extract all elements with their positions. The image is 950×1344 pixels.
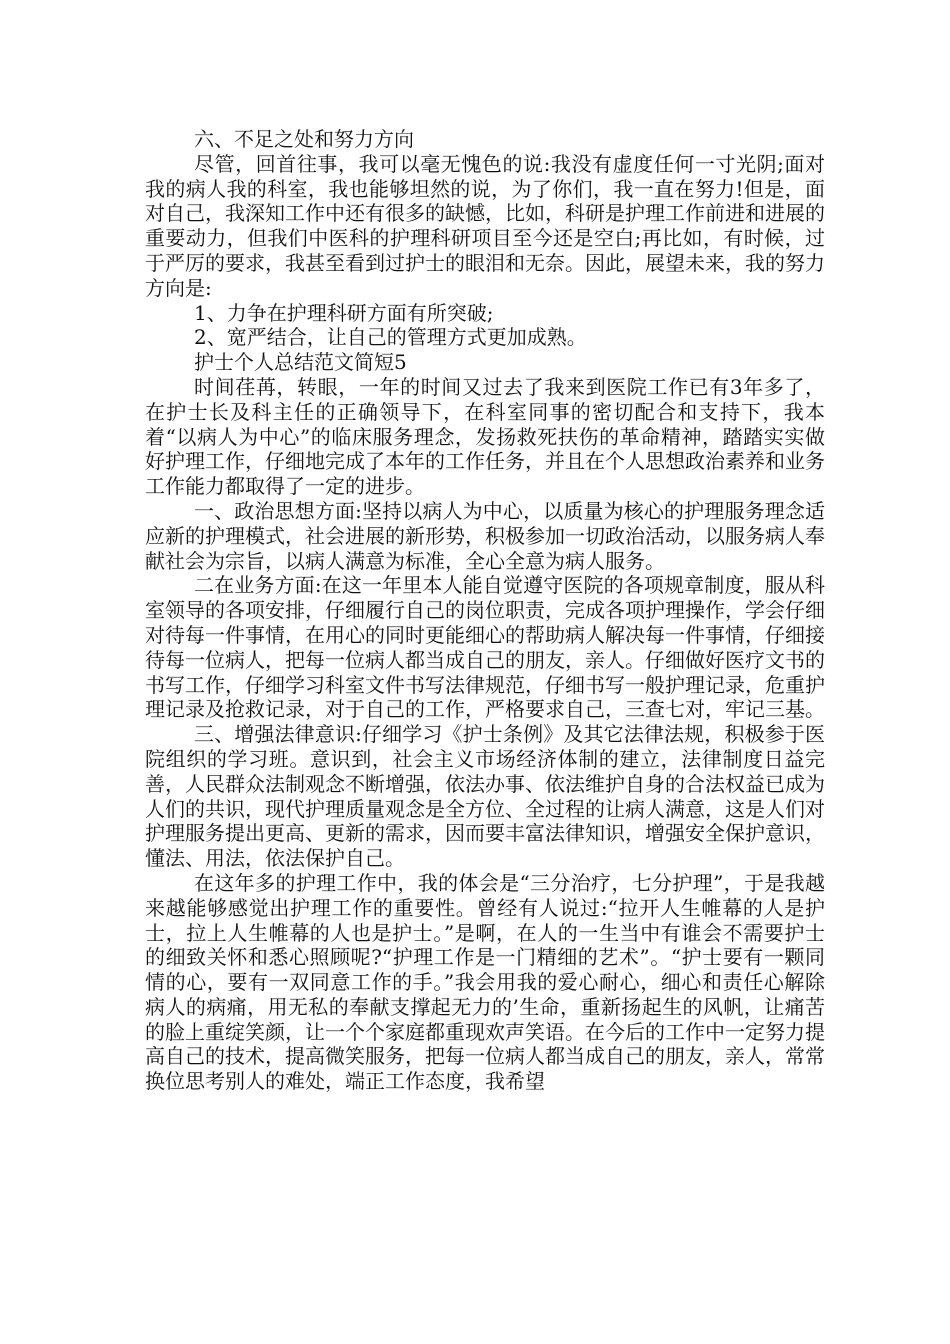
paragraph-business: 二在业务方面:在这一年里本人能自觉遵守医院的各项规章制度，服从科室领导的各项安排，仔细履行自己的岗位职责，完成各项护理操作，学会仔细对待每一件事情，在用心的同时更能细心的帮助病人解决每一件事情，仔细接待每一位病人，把每一位病人都当成自己的朋友，亲人。仔细做好医疗文书的书写工作，仔细学习科室文件书写法律规范，仔细书写一般护理记录，危重护理记录及抢救记录，对于自己的工作，严格要求自己，三查七对，牢记三基。 bbox=[145, 573, 825, 722]
section-heading-shortcomings: 六、不足之处和努力方向 bbox=[194, 127, 414, 151]
paragraph-intro: 时间荏苒，转眼，一年的时间又过去了我来到医院工作已有3年多了，在护士长及科主任的正确领导下，在科室同事的密切配合和支持下，我本着“以病人为中心”的临床服务理念，发扬救死扶伤的革命精神，踏踏实实做好护理工作，仔细地完成了本年的工作任务，并且在个人思想政治素养和业务工作能力都取得了一定的进步。 bbox=[145, 374, 825, 499]
list-item-goal-2: 2、宽严结合，让自己的管理方式更加成熟。 bbox=[194, 325, 587, 350]
document-body bbox=[145, 127, 825, 1094]
article-title: 护士个人总结范文简短5 bbox=[194, 350, 407, 375]
list-item-goal-1: 1、力争在护理科研方面有所突破; bbox=[194, 300, 494, 325]
paragraph-legal: 三、增强法律意识:仔细学习《护士条例》及其它法律法规，积极参于医院组织的学习班。意识到，社会主义市场经济体制的建立，法律制度日益完善，人民群众法制观念不断增强，依法办事、依法维护自身的合法权益已成为人们的共识，现代护理质量观念是全方位、全过程的让病人满意，这是人们对护理服务提出更高、更新的需求，因而要丰富法律知识，增强安全保护意识，懂法、用法，依法保护自己。 bbox=[145, 722, 825, 871]
paragraph-political: 一、政治思想方面:坚持以病人为中心，以质量为核心的护理服务理念适应新的护理模式，社会进展的新形势，积极参加一切政治活动，以服务病人奉献社会为宗旨，以病人满意为标准，全心全意为病人服务。 bbox=[145, 498, 825, 573]
paragraph-experience: 在这年多的护理工作中，我的体会是“三分治疗，七分护理”，于是我越来越能够感觉出护理工作的重要性。曾经有人说过:“拉开人生帷幕的人是护士，拉上人生帷幕的人也是护士。”是啊，在人的一生当中有谁会不需要护士的细致关怀和悉心照顾呢?“护理工作是一门精细的艺术”。“护士要有一颗同情的心，要有一双同意工作的手。”我会用我的爱心耐心，细心和责任心解除病人的病痛，用无私的奉献支撑起无力的’生命，重新扬起生的风帆，让痛苦的脸上重绽笑颜，让一个个家庭都重现欢声笑语。在今后的工作中一定努力提高自己的技术，提高微笑服务，把每一位病人都当成自己的朋友，亲人，常常换位思考别人的难处，端正工作态度，我希望 bbox=[145, 870, 825, 1094]
paragraph-reflection: 尽管，回首往事，我可以毫无愧色的说:我没有虚度任何一寸光阴;面对我的病人我的科室，我也能够坦然的说，为了你们，我一直在努力!但是，面对自己，我深知工作中还有很多的缺憾，比如，科研是护理工作前进和进展的重要动力，但我们中医科的护理科研项目至今还是空白;再比如，有时候，过于严厉的要求，我甚至看到过护士的眼泪和无奈。因此，展望未来，我的努力方向是: bbox=[145, 151, 825, 300]
